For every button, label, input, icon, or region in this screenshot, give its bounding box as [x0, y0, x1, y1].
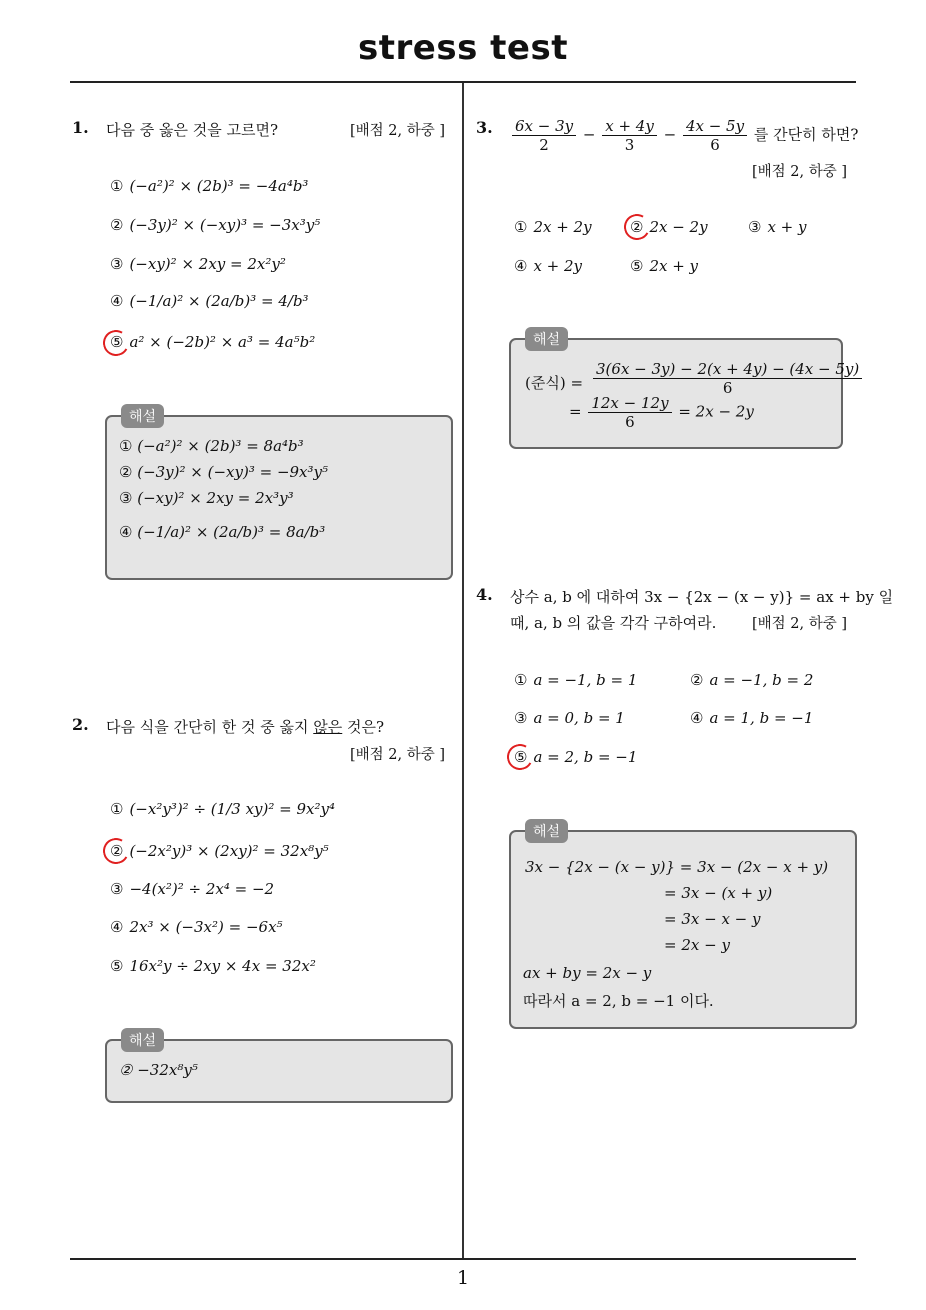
question-number: 3.	[476, 118, 493, 137]
solution-tag: 해설	[525, 819, 568, 843]
option-text: 2x³ × (−3x²) = −6x⁵	[129, 918, 283, 936]
solution-line: ④ (−1/a)² × (2a/b)³ = 8a/b³	[119, 523, 326, 541]
option-1[interactable]	[514, 671, 637, 689]
option-number: ⑤	[110, 333, 124, 351]
score-meta: [배점 2, 하중 ]	[350, 123, 446, 139]
option-number: ①	[110, 177, 124, 195]
solution-line: = 3x − x − y	[664, 910, 761, 928]
solution-box	[105, 409, 453, 580]
solution-tag: 해설	[121, 404, 164, 428]
option-text: a = −1, b = 2	[709, 671, 814, 689]
option-1[interactable]	[514, 218, 592, 236]
solution-label: (준식) =	[525, 374, 584, 392]
solution-box	[509, 332, 860, 449]
solution-line: $\frac{3(6x - 3y) - 2(x + 4y) - (4x - 5y)}{6}$	[591, 360, 864, 397]
solution-box	[509, 824, 857, 1029]
question-expression: $\frac{6x - 3y}{2}$ − $\frac{x + 4y}{3}$ − $\frac{4x - 5y}{6}$ 를 간단히 하면?	[510, 117, 858, 154]
option-4[interactable]	[110, 918, 283, 936]
bottom-rule	[70, 1258, 856, 1260]
option-text: a = 0, b = 1	[533, 709, 625, 727]
option-number: ④	[110, 918, 124, 936]
option-text: (−3y)² × (−xy)³ = −3x³y⁵	[129, 216, 321, 234]
column-divider	[462, 83, 464, 1258]
solution-box	[105, 1033, 453, 1103]
option-number: ④	[514, 257, 528, 275]
option-text: a = 1, b = −1	[709, 709, 814, 727]
option-3[interactable]	[748, 218, 807, 236]
option-number: ⑤	[110, 957, 124, 975]
option-text: 2x + y	[649, 257, 699, 275]
option-number: ①	[110, 800, 124, 818]
option-text: a = −1, b = 1	[533, 671, 638, 689]
option-number: ②	[110, 842, 124, 860]
option-2[interactable]	[110, 842, 329, 860]
solution-line: 따라서 a = 2, b = −1 이다.	[523, 992, 714, 1010]
option-4[interactable]	[690, 709, 813, 727]
solution-line: ① (−a²)² × (2b)³ = 8a⁴b³	[119, 437, 304, 455]
solution-tag: 해설	[525, 327, 568, 351]
option-text: (−xy)² × 2xy = 2x²y²	[129, 255, 286, 273]
score-meta: [배점 2, 하중 ]	[752, 616, 848, 632]
option-number: ③	[514, 709, 528, 727]
option-text: a = 2, b = −1	[533, 748, 638, 766]
answer-mark-icon	[621, 211, 653, 243]
question-text-line-2: 때, a, b 의 값을 각각 구하여라.	[510, 614, 717, 632]
page-title: stress test	[358, 28, 568, 68]
option-number: ①	[514, 671, 528, 689]
solution-line: = 2x − y	[664, 936, 730, 954]
option-text: x + y	[767, 218, 807, 236]
question-text: 다음 중 옳은 것을 고르면?	[106, 121, 279, 139]
option-number: ⑤	[514, 748, 528, 766]
option-number: ②	[110, 216, 124, 234]
option-number: ④	[110, 292, 124, 310]
option-number: ③	[748, 218, 762, 236]
score-meta: [배점 2, 하중 ]	[350, 747, 446, 763]
option-number: ③	[110, 255, 124, 273]
option-5[interactable]	[630, 257, 698, 275]
option-2[interactable]	[690, 671, 813, 689]
option-number: ②	[630, 218, 644, 236]
solution-line: ② −32x⁸y⁵	[119, 1061, 198, 1079]
option-text: (−1/a)² × (2a/b)³ = 4/b³	[129, 292, 309, 310]
answer-mark-icon	[100, 327, 132, 359]
option-text: 2x − 2y	[649, 218, 708, 236]
option-5[interactable]	[110, 957, 316, 975]
solution-line: 3x − {2x − (x − y)} = 3x − (2x − x + y)	[525, 858, 829, 876]
option-number: ③	[110, 880, 124, 898]
score-meta: [배점 2, 하중 ]	[752, 164, 848, 180]
option-text: (−2x²y)³ × (2xy)² = 32x⁸y⁵	[129, 842, 329, 860]
solution-line: ax + by = 2x − y	[523, 964, 652, 982]
option-1[interactable]	[110, 800, 335, 818]
option-number: ④	[690, 709, 704, 727]
solution-line: ③ (−xy)² × 2xy = 2x³y³	[119, 489, 294, 507]
answer-mark-icon	[100, 835, 132, 867]
option-2[interactable]	[110, 216, 320, 234]
option-number: ①	[514, 218, 528, 236]
option-4[interactable]	[110, 292, 309, 310]
option-text: −4(x²)² ÷ 2x⁴ = −2	[129, 880, 275, 898]
option-3[interactable]	[514, 709, 625, 727]
option-text: x + 2y	[533, 257, 583, 275]
question-text: 다음 식을 간단히 한 것 중 옳지 않은 것은?	[106, 718, 385, 736]
option-3[interactable]	[110, 255, 286, 273]
option-5[interactable]	[110, 333, 315, 351]
solution-line: = 3x − (x + y)	[664, 884, 773, 902]
option-text: (−a²)² × (2b)³ = −4a⁴b³	[129, 177, 309, 195]
option-text: a² × (−2b)² × a³ = 4a⁵b²	[129, 333, 316, 351]
answer-mark-icon	[504, 741, 536, 773]
option-text: 2x + 2y	[533, 218, 592, 236]
option-text: 16x²y ÷ 2xy × 4x = 32x²	[129, 957, 316, 975]
option-3[interactable]	[110, 880, 274, 898]
page-number: 1	[456, 1267, 470, 1289]
option-number: ②	[690, 671, 704, 689]
option-text: (−x²y³)² ÷ (1/3 xy)² = 9x²y⁴	[129, 800, 335, 818]
solution-line: = $\frac{12x - 12y}{6}$ = 2x − 2y	[569, 394, 754, 431]
question-number: 2.	[72, 715, 89, 734]
solution-tag: 해설	[121, 1028, 164, 1052]
question-text-line-1: 상수 a, b 에 대하여 3x − {2x − (x − y)} = ax + by 일	[510, 588, 894, 606]
option-1[interactable]	[110, 177, 308, 195]
option-number: ⑤	[630, 257, 644, 275]
question-number: 1.	[72, 118, 89, 137]
option-4[interactable]	[514, 257, 582, 275]
question-number: 4.	[476, 585, 493, 604]
solution-line: ② (−3y)² × (−xy)³ = −9x³y⁵	[119, 463, 329, 481]
